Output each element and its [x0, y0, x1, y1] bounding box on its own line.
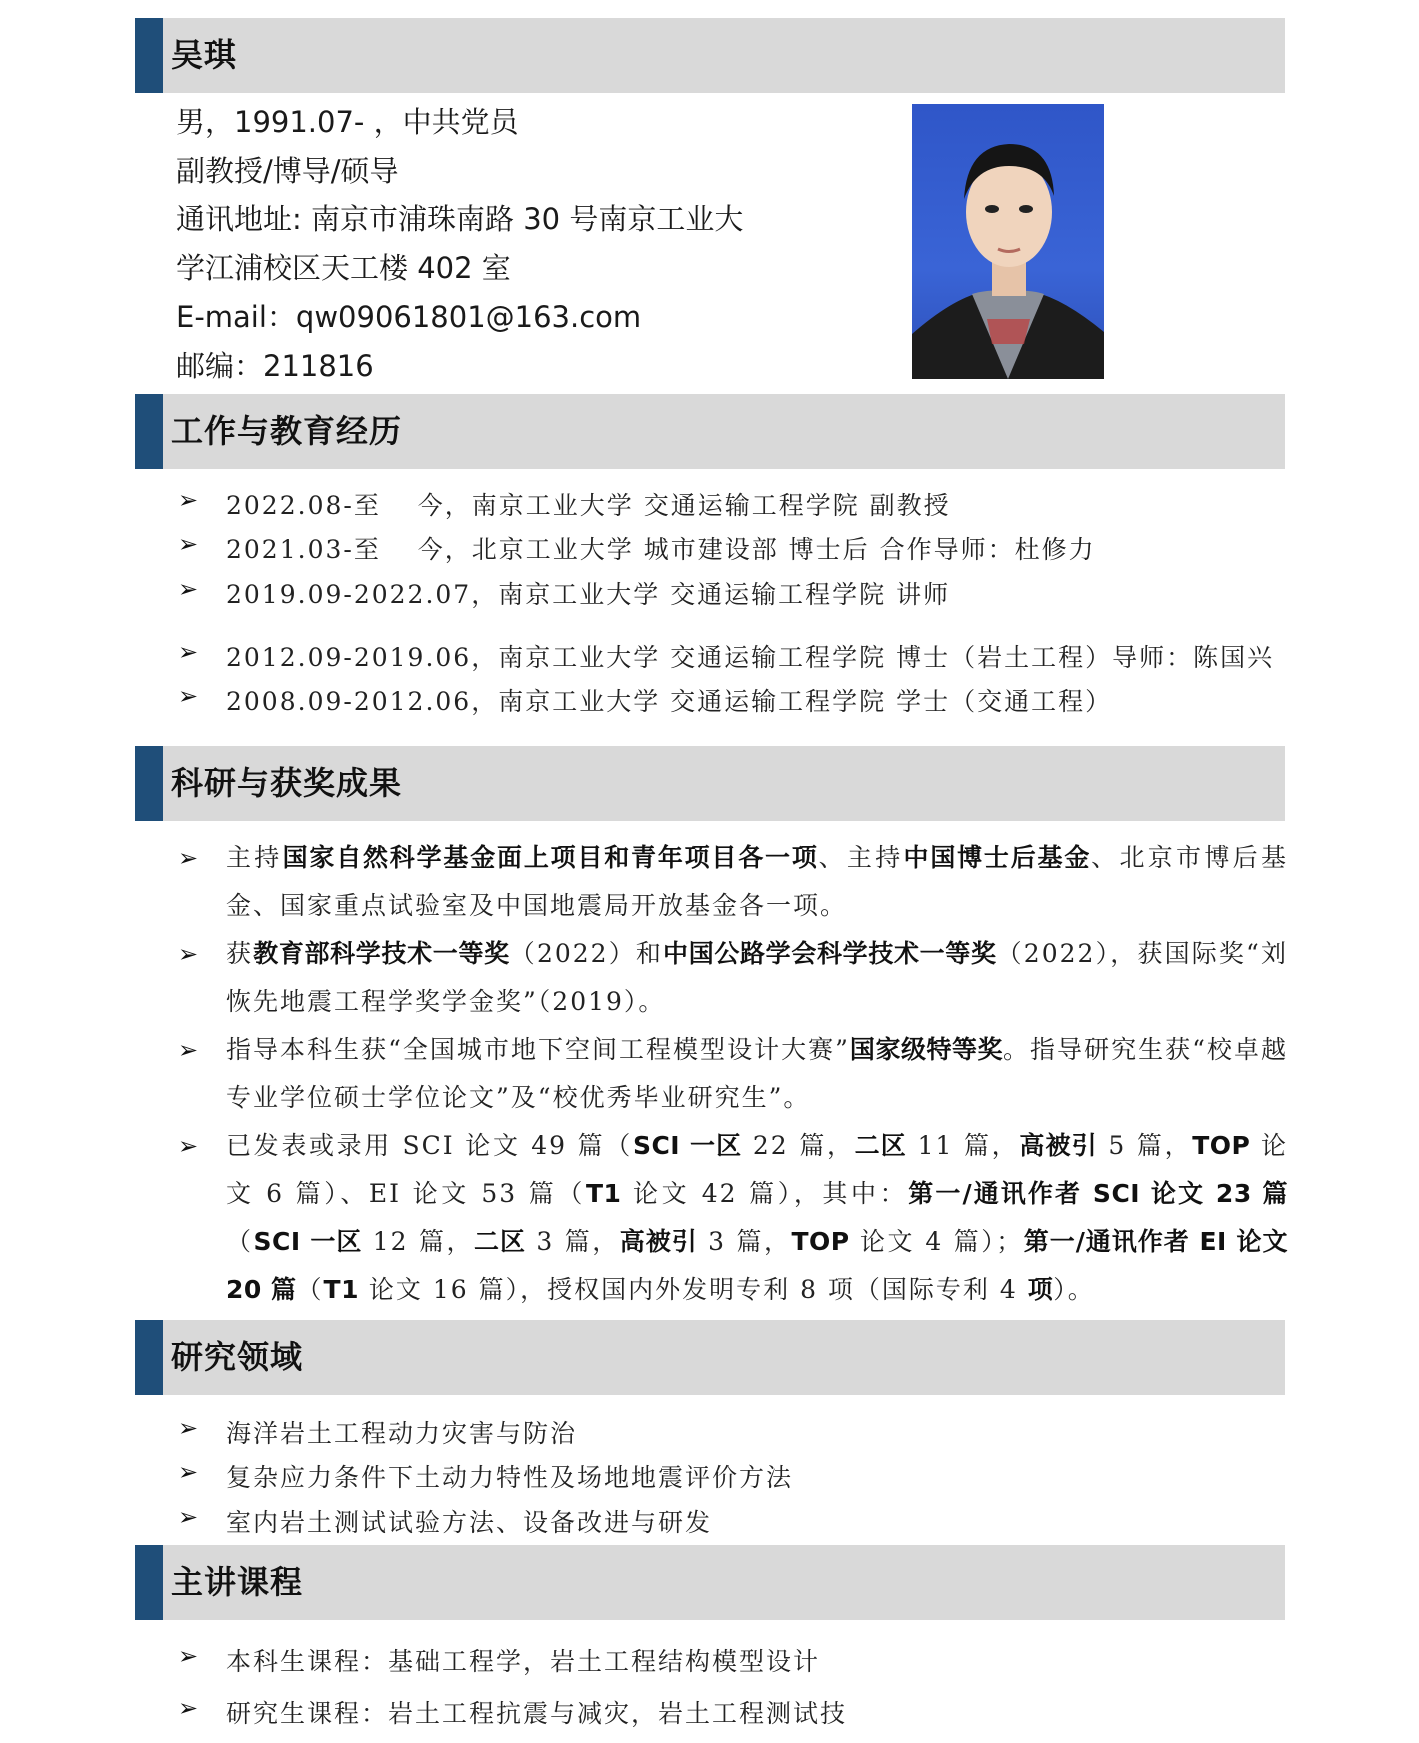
- profile-title: 副教授/博导/硕导: [176, 154, 399, 188]
- section-title-work: 工作与教育经历: [171, 412, 403, 450]
- arrow-bullet-icon: ➢: [178, 940, 199, 968]
- section-courses-header: [135, 1545, 1285, 1620]
- research-item-3: 指导本科生获“全国城市地下空间工程模型设计大赛”国家级特等奖。指导研究生获“校卓越专业学位硕士学位论文”及“校优秀毕业研究生”。: [226, 1035, 1288, 1112]
- arrow-bullet-icon: ➢: [178, 486, 199, 514]
- profile-postcode: 邮编：211816: [176, 349, 374, 383]
- arrow-bullet-icon: ➢: [178, 1036, 199, 1064]
- arrow-bullet-icon: ➢: [178, 638, 199, 666]
- arrow-bullet-icon: ➢: [178, 530, 199, 558]
- section-accent: [135, 1545, 163, 1620]
- header-accent: [135, 18, 163, 93]
- arrow-bullet-icon: ➢: [178, 1642, 199, 1670]
- arrow-bullet-icon: ➢: [178, 682, 199, 710]
- profile-address-cont: 学江浦校区天工楼 402 室: [176, 251, 511, 285]
- arrow-bullet-icon: ➢: [178, 1694, 199, 1722]
- field-item-text: 海洋岩土工程动力灾害与防治: [226, 1419, 578, 1448]
- work-item-text: 2008.09-2012.06，南京工业大学 交通运输工程学院 学士（交通工程）: [226, 687, 1113, 716]
- arrow-bullet-icon: ➢: [178, 1458, 199, 1486]
- person-name: 吴琪: [171, 36, 238, 74]
- section-accent: [135, 394, 163, 469]
- course-item-text: 本科生课程：基础工程学，岩土工程结构模型设计: [226, 1647, 821, 1676]
- section-fields-header: [135, 1320, 1285, 1395]
- arrow-bullet-icon: ➢: [178, 1503, 199, 1531]
- field-item-text: 复杂应力条件下土动力特性及场地地震评价方法: [226, 1463, 794, 1492]
- portrait-figure: [912, 104, 1104, 379]
- arrow-bullet-icon: ➢: [178, 844, 199, 872]
- work-item-text: 2012.09-2019.06，南京工业大学 交通运输工程学院 博士（岩土工程）导师：陈国兴: [226, 643, 1275, 672]
- section-title-fields: 研究领域: [171, 1338, 304, 1376]
- arrow-bullet-icon: ➢: [178, 1414, 199, 1442]
- section-research-header: [135, 746, 1285, 821]
- research-item-4: 已发表或录用 SCI 论文 49 篇（SCI 一区 22 篇，二区 11 篇，高被引 5 篇，TOP 论文 6 篇）、EI 论文 53 篇（T1 论文 42 篇），其中：第一/通讯作者 SCI 论文 23 篇（SCI 一区 12 篇，二区 3 篇，高被引 3 篇，TOP 论文 4 篇）；第一/通讯作者 EI 论文 20 篇（T1 论文 16 篇），授权国内外发明专利 8 项（国际专利 4 项）。: [226, 1131, 1289, 1304]
- profile-address: 通讯地址: 南京市浦珠南路 30 号南京工业大: [176, 202, 744, 236]
- section-work-header: [135, 394, 1285, 469]
- section-accent: [135, 1320, 163, 1395]
- work-item-text: 2021.03-至 今，北京工业大学 城市建设部 博士后 合作导师：杜修力: [226, 535, 1096, 564]
- work-item-text: 2019.09-2022.07，南京工业大学 交通运输工程学院 讲师: [226, 580, 951, 609]
- arrow-bullet-icon: ➢: [178, 575, 199, 603]
- profile-basic: 男，1991.07- ，中共党员: [176, 105, 519, 139]
- arrow-bullet-icon: ➢: [178, 1132, 199, 1160]
- profile-email: E-mail：qw09061801@163.com: [176, 300, 642, 334]
- work-item-text: 2022.08-至 今，南京工业大学 交通运输工程学院 副教授: [226, 491, 951, 520]
- section-title-research: 科研与获奖成果: [171, 764, 403, 802]
- section-accent: [135, 746, 163, 821]
- section-title-courses: 主讲课程: [171, 1563, 304, 1601]
- research-item-1: 主持国家自然科学基金面上项目和青年项目各一项、主持中国博士后基金、北京市博后基金、国家重点试验室及中国地震局开放基金各一项。: [226, 843, 1288, 920]
- course-item-text: 研究生课程：岩土工程抗震与减灾，岩土工程测试技: [226, 1699, 848, 1728]
- portrait-photo: [912, 104, 1104, 379]
- name-header: [135, 18, 1285, 93]
- field-item-text: 室内岩土测试试验方法、设备改进与研发: [226, 1508, 713, 1537]
- research-item-2: 获教育部科学技术一等奖（2022）和中国公路学会科学技术一等奖（2022），获国际奖“刘恢先地震工程学奖学金奖”（2019）。: [226, 939, 1288, 1016]
